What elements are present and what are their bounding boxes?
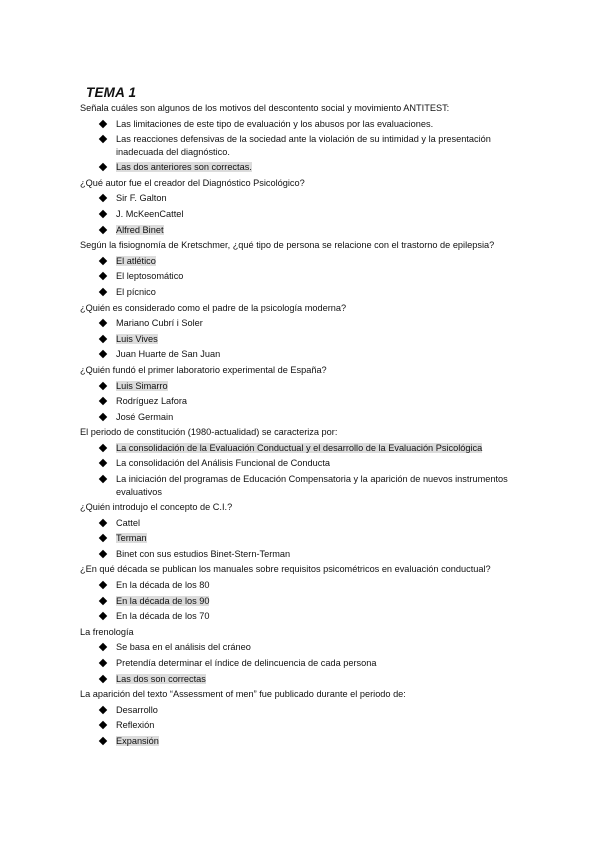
option-text-wrap bbox=[116, 160, 526, 175]
correct-answer-text: Expansión bbox=[116, 735, 159, 746]
answer-option bbox=[80, 191, 580, 207]
correct-answer-text: Las dos son correctas bbox=[116, 673, 206, 684]
diamond-bullet-icon bbox=[99, 350, 107, 358]
option-text-wrap bbox=[116, 531, 526, 546]
option-text-wrap bbox=[116, 394, 526, 409]
answer-option bbox=[80, 531, 580, 547]
option-text: Rodríguez Lafora bbox=[116, 396, 187, 407]
option-text-wrap bbox=[116, 207, 526, 222]
option-text: José Germain bbox=[116, 411, 174, 422]
correct-answer-text: La consolidación de la Evaluación Conductual y el desarrollo de la Evaluación Psicológica bbox=[116, 442, 483, 453]
diamond-bullet-icon bbox=[99, 581, 107, 589]
diamond-bullet-icon bbox=[99, 163, 107, 171]
question-text: ¿Qué autor fue el creador del Diagnóstico Psicológico? bbox=[80, 177, 305, 188]
diamond-bullet-icon bbox=[99, 596, 107, 604]
answer-option bbox=[80, 207, 580, 223]
correct-answer-text: Luis Vives bbox=[116, 333, 158, 344]
correct-answer-text: Las dos anteriores son correctas. bbox=[116, 162, 252, 173]
option-list bbox=[80, 516, 580, 563]
option-text: Reflexión bbox=[116, 720, 155, 731]
answer-option bbox=[80, 410, 580, 426]
question-text: El periodo de constitución (1980-actualidad) se caracteriza por: bbox=[80, 427, 338, 438]
option-list bbox=[80, 316, 580, 363]
question-block bbox=[80, 625, 580, 687]
diamond-bullet-icon bbox=[99, 319, 107, 327]
option-text-wrap bbox=[116, 347, 526, 362]
question-block bbox=[80, 562, 580, 624]
answer-option bbox=[80, 456, 580, 472]
correct-answer-text: El atlético bbox=[116, 255, 156, 266]
question-text: La aparición del texto “Assessment of men” fue publicado durante el periodo de: bbox=[80, 689, 406, 700]
option-text: En la década de los 80 bbox=[116, 580, 210, 591]
option-text-wrap bbox=[116, 223, 526, 238]
option-text-wrap bbox=[116, 132, 526, 160]
question-block bbox=[80, 425, 580, 500]
option-text: Binet con sus estudios Binet-Stern-Terman bbox=[116, 548, 291, 559]
answer-option bbox=[80, 394, 580, 410]
answer-option bbox=[80, 578, 580, 594]
option-text-wrap bbox=[116, 578, 526, 593]
question-text: Señala cuáles son algunos de los motivos del descontento social y movimiento ANTITEST: bbox=[80, 103, 450, 113]
option-text: Las limitaciones de este tipo de evaluación y los abusos por las evaluaciones. bbox=[116, 118, 434, 129]
option-text-wrap bbox=[116, 703, 526, 718]
option-text-wrap bbox=[116, 547, 526, 562]
option-text-wrap bbox=[116, 441, 526, 456]
diamond-bullet-icon bbox=[99, 706, 107, 714]
diamond-bullet-icon bbox=[99, 550, 107, 558]
diamond-bullet-icon bbox=[99, 225, 107, 233]
diamond-bullet-icon bbox=[99, 459, 107, 467]
option-text-wrap bbox=[116, 316, 526, 331]
answer-option bbox=[80, 609, 580, 625]
diamond-bullet-icon bbox=[99, 721, 107, 729]
answer-option bbox=[80, 254, 580, 270]
question-text: La frenología bbox=[80, 626, 134, 637]
diamond-bullet-icon bbox=[99, 397, 107, 405]
option-text-wrap bbox=[116, 254, 526, 269]
option-text-wrap bbox=[116, 191, 526, 206]
diamond-bullet-icon bbox=[99, 674, 107, 682]
option-list bbox=[80, 578, 580, 625]
answer-option bbox=[80, 316, 580, 332]
question-block bbox=[80, 687, 580, 749]
answer-option bbox=[80, 547, 580, 563]
answer-option bbox=[80, 160, 580, 176]
option-text-wrap bbox=[116, 410, 526, 425]
diamond-bullet-icon bbox=[99, 534, 107, 542]
option-text-wrap bbox=[116, 609, 526, 624]
answer-option bbox=[80, 347, 580, 363]
correct-answer-text: En la década de los 90 bbox=[116, 595, 210, 606]
option-text: En la década de los 70 bbox=[116, 611, 210, 622]
question-text: ¿Quién es considerado como el padre de la psicología moderna? bbox=[80, 302, 347, 313]
diamond-bullet-icon bbox=[99, 288, 107, 296]
option-text-wrap bbox=[116, 594, 526, 609]
diamond-bullet-icon bbox=[99, 612, 107, 620]
answer-option bbox=[80, 516, 580, 532]
question-text: ¿Quién fundó el primer laboratorio experimental de España? bbox=[80, 364, 327, 375]
diamond-bullet-icon bbox=[99, 518, 107, 526]
diamond-bullet-icon bbox=[99, 210, 107, 218]
correct-answer-text: Luis Simarro bbox=[116, 380, 168, 391]
answer-option bbox=[80, 379, 580, 395]
question-text: ¿En qué década se publican los manuales sobre requisitos psicométricos en evaluación conductual? bbox=[80, 564, 491, 575]
option-text-wrap bbox=[116, 640, 526, 655]
diamond-bullet-icon bbox=[99, 334, 107, 342]
option-list bbox=[80, 441, 580, 500]
option-text-wrap bbox=[116, 472, 526, 500]
option-text: El pícnico bbox=[116, 286, 156, 297]
option-text: Las reacciones defensivas de la sociedad ante la violación de su intimidad y la presentación inadecuada del diagnóstico. bbox=[116, 134, 491, 158]
option-text: La iniciación del programas de Educación Compensatoria y la aparición de nuevos instrumentos evaluativos bbox=[116, 474, 508, 498]
answer-option bbox=[80, 703, 580, 719]
option-text: El leptosomático bbox=[116, 271, 184, 282]
answer-option bbox=[80, 594, 580, 610]
option-text-wrap bbox=[116, 718, 526, 733]
answer-option bbox=[80, 117, 580, 133]
correct-answer-text: Terman bbox=[116, 533, 147, 544]
answer-option bbox=[80, 472, 580, 500]
option-text-wrap bbox=[116, 734, 526, 749]
option-text-wrap bbox=[116, 269, 526, 284]
option-text: Se basa en el análisis del cráneo bbox=[116, 642, 251, 653]
option-list bbox=[80, 254, 580, 301]
option-text-wrap bbox=[116, 656, 526, 671]
question-block bbox=[80, 101, 580, 176]
answer-option bbox=[80, 223, 580, 239]
option-text: La consolidación del Análisis Funcional de Conducta bbox=[116, 458, 331, 469]
question-block bbox=[80, 500, 580, 562]
option-text-wrap bbox=[116, 285, 526, 300]
option-text: Cattel bbox=[116, 517, 141, 528]
diamond-bullet-icon bbox=[99, 412, 107, 420]
answer-option bbox=[80, 656, 580, 672]
diamond-bullet-icon bbox=[99, 659, 107, 667]
answer-option bbox=[80, 285, 580, 301]
diamond-bullet-icon bbox=[99, 737, 107, 745]
option-text-wrap bbox=[116, 516, 526, 531]
diamond-bullet-icon bbox=[99, 194, 107, 202]
question-block bbox=[80, 301, 580, 363]
answer-option bbox=[80, 718, 580, 734]
diamond-bullet-icon bbox=[99, 381, 107, 389]
answer-option bbox=[80, 640, 580, 656]
page-title: TEMA 1 bbox=[86, 85, 137, 100]
option-text: Desarrollo bbox=[116, 704, 158, 715]
answer-option bbox=[80, 269, 580, 285]
option-list bbox=[80, 703, 580, 750]
option-text: J. McKeenCattel bbox=[116, 208, 184, 219]
answer-option bbox=[80, 672, 580, 688]
option-list bbox=[80, 640, 580, 687]
diamond-bullet-icon bbox=[99, 119, 107, 127]
answer-option bbox=[80, 441, 580, 457]
option-text-wrap bbox=[116, 332, 526, 347]
question-text: ¿Quién introdujo el concepto de C.I.? bbox=[80, 502, 233, 513]
option-list bbox=[80, 117, 580, 176]
diamond-bullet-icon bbox=[99, 475, 107, 483]
option-list bbox=[80, 379, 580, 426]
answer-option bbox=[80, 132, 580, 160]
option-text-wrap bbox=[116, 456, 526, 471]
answer-option bbox=[80, 734, 580, 750]
diamond-bullet-icon bbox=[99, 135, 107, 143]
option-text: Juan Huarte de San Juan bbox=[116, 349, 221, 360]
correct-answer-text: Alfred Binet bbox=[116, 224, 164, 235]
quiz-list bbox=[80, 101, 580, 750]
answer-option bbox=[80, 332, 580, 348]
question-block bbox=[80, 238, 580, 300]
diamond-bullet-icon bbox=[99, 257, 107, 265]
option-text: Mariano Cubrí i Soler bbox=[116, 318, 203, 329]
question-block bbox=[80, 363, 580, 425]
diamond-bullet-icon bbox=[99, 643, 107, 651]
option-text: Sir F. Galton bbox=[116, 193, 167, 204]
question-text: Según la fisiognomía de Kretschmer, ¿qué tipo de persona se relacione con el trastorno de epilepsia? bbox=[80, 240, 495, 251]
option-text-wrap bbox=[116, 117, 526, 132]
diamond-bullet-icon bbox=[99, 444, 107, 452]
option-text-wrap bbox=[116, 379, 526, 394]
option-list bbox=[80, 191, 580, 238]
diamond-bullet-icon bbox=[99, 272, 107, 280]
question-block bbox=[80, 176, 580, 238]
option-text: Pretendía determinar el índice de delincuencia de cada persona bbox=[116, 658, 377, 668]
option-text-wrap bbox=[116, 672, 526, 687]
